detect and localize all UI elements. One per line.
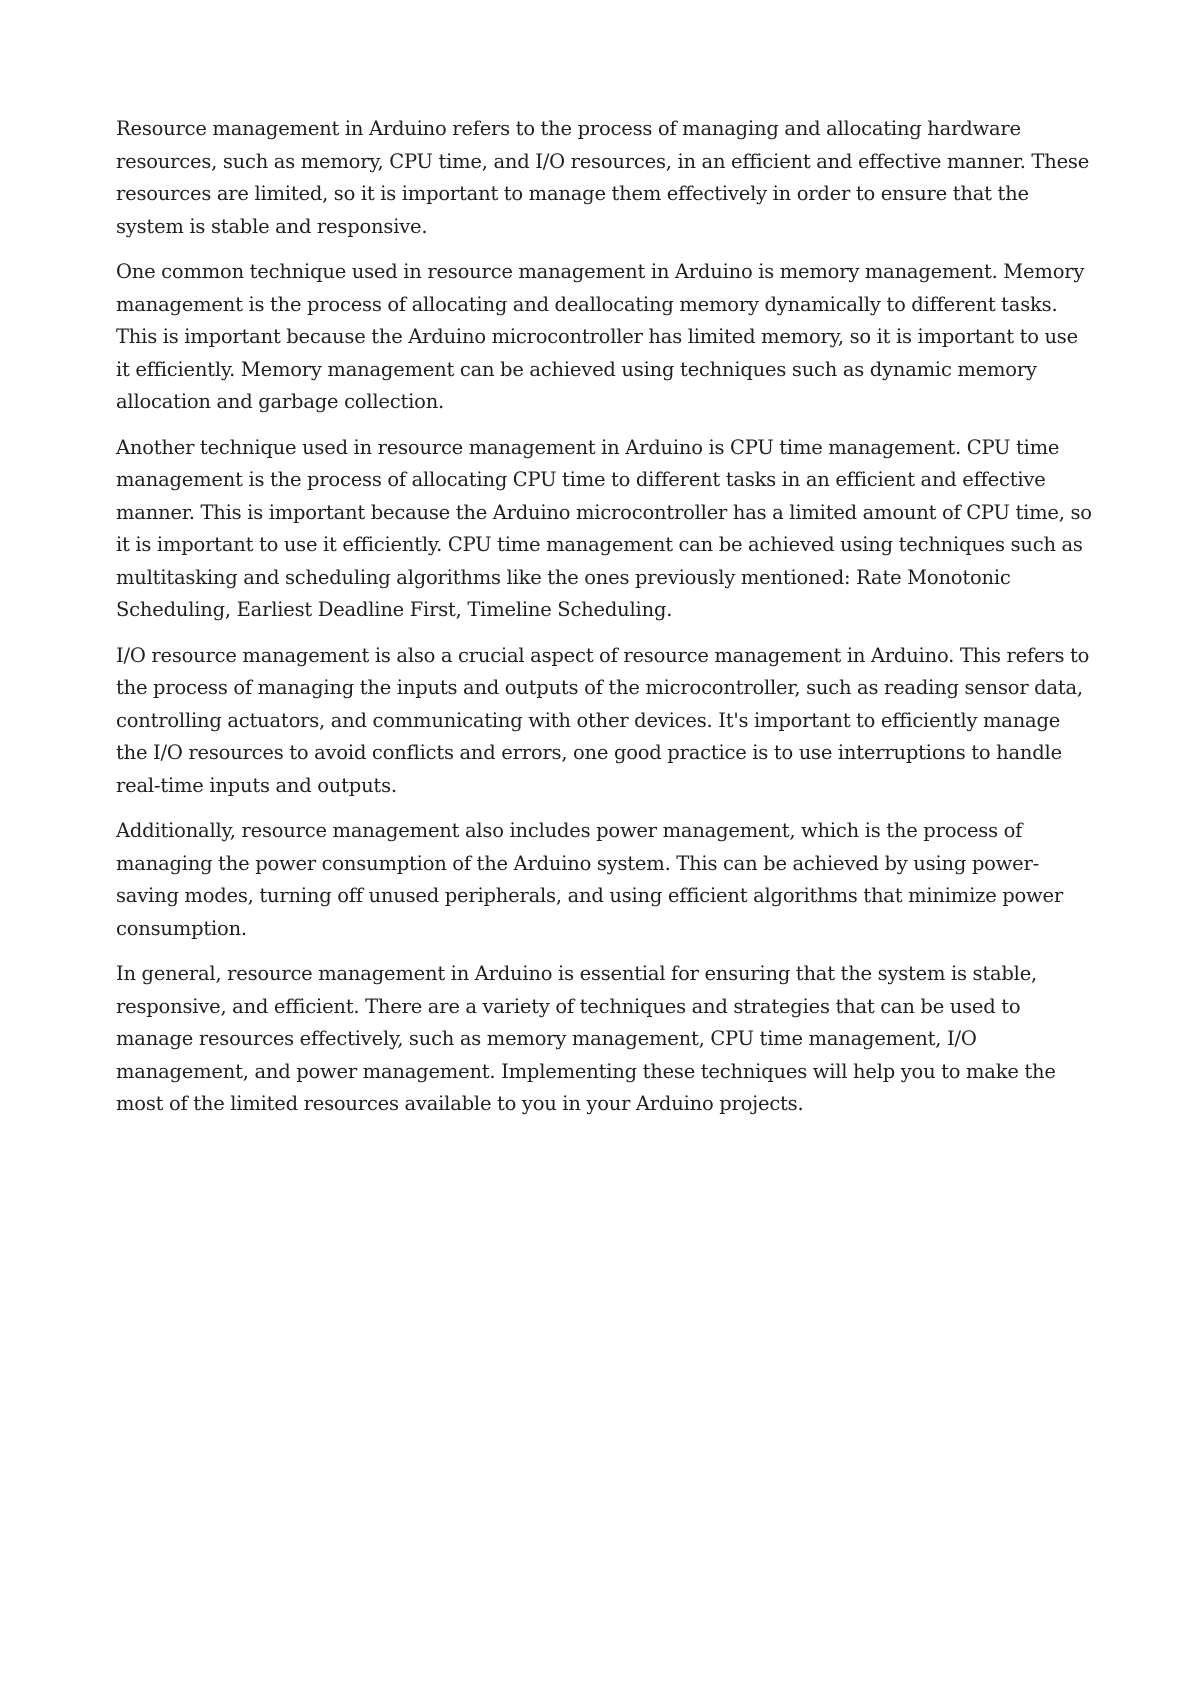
paragraph-resource-management-intro: Resource management in Arduino refers to the process of managing and allocating hardware resources, such as memory, CPU time, and I/O resources, in an efficient and effective manner. These resources are limited, so it is important to manage them effectively in order to ensure that the system is stable and responsive. bbox=[116, 117, 1090, 238]
paragraph-io-resource-management: I/O resource management is also a crucial aspect of resource management in Arduino. This refers to the process of managing the inputs and outputs of the microcontroller, such as reading sensor data, controlling actuators, and communicating with other devices. It's important to efficiently manage the I/O resources to avoid conflicts and errors, one good practice is to use interruptions to handle real-time inputs and outputs. bbox=[116, 643, 1090, 797]
paragraph-conclusion: In general, resource management in Arduino is essential for ensuring that the system is stable, responsive, and efficient. There are a variety of techniques and strategies that can be used to manage resources effectively, such as memory management, CPU time management, I/O management, and power management. Implementing these techniques will help you to make the most of the limited resources available to you in your Arduino projects. bbox=[116, 962, 1056, 1115]
paragraph-power-management: Additionally, resource management also includes power management, which is the process of managing the power consumption of the Arduino system. This can be achieved by using power-saving modes, turning off unused peripherals, and using efficient algorithms that minimize power consumption. bbox=[116, 819, 1064, 940]
document-body bbox=[116, 113, 1096, 1134]
paragraph-memory-management: One common technique used in resource management in Arduino is memory management. Memory management is the process of allocating and deallocating memory dynamically to different tasks. This is important because the Arduino microcontroller has limited memory, so it is important to use it efficiently. Memory management can be achieved using techniques such as dynamic memory allocation and garbage collection. bbox=[116, 260, 1085, 413]
paragraph-cpu-time-management: Another technique used in resource management in Arduino is CPU time management. CPU time management is the process of allocating CPU time to different tasks in an efficient and effective manner. This is important because the Arduino microcontroller has a limited amount of CPU time, so it is important to use it efficiently. CPU time management can be achieved using techniques such as multitasking and scheduling algorithms like the ones previously mentioned: Rate Monotonic Scheduling, Earliest Deadline First, Timeline Scheduling. bbox=[116, 435, 1092, 621]
